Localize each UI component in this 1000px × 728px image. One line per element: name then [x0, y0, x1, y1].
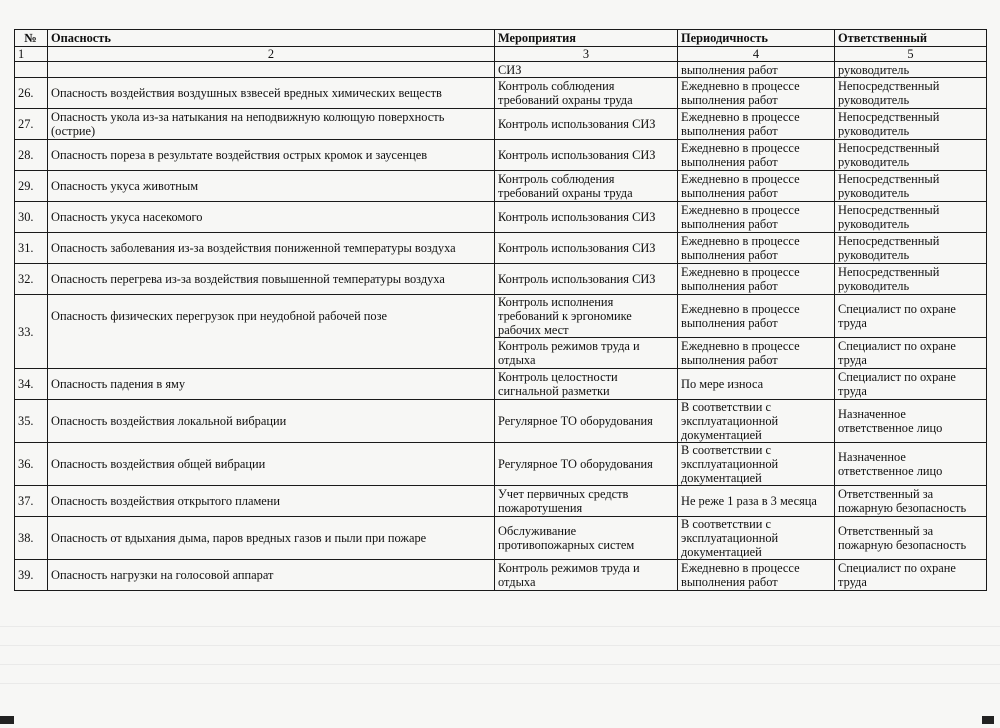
responsible-cell: руководитель	[835, 62, 987, 78]
responsible-cell: Непосредственный руководитель	[835, 140, 987, 171]
row-number: 34.	[15, 369, 48, 400]
measure-cell: Контроль использования СИЗ	[495, 264, 678, 295]
bleed-through-shading	[0, 608, 1000, 693]
header-hazard: Опасность	[48, 30, 495, 47]
column-index: 5	[835, 47, 987, 62]
responsible-cell: Ответственный за пожарную безопасность	[835, 486, 987, 517]
hazard-cell: Опасность воздействия открытого пламени	[48, 486, 495, 517]
hazard-cell: Опасность укуса животным	[48, 171, 495, 202]
measure-cell: Контроль соблюдения требований охраны труда	[495, 171, 678, 202]
scan-edge-mark	[982, 716, 994, 724]
measure-cell: Контроль исполнения требований к эргономике рабочих мест	[495, 295, 678, 338]
row-number: 39.	[15, 560, 48, 591]
row-number	[15, 62, 48, 78]
hazard-measures-table	[14, 29, 987, 591]
hazard-cell	[48, 62, 495, 78]
table-row	[15, 202, 987, 233]
responsible-cell: Специалист по охране труда	[835, 560, 987, 591]
responsible-cell: Непосредственный руководитель	[835, 78, 987, 109]
hazard-cell: Опасность укуса насекомого	[48, 202, 495, 233]
periodicity-cell: Ежедневно в процессе выполнения работ	[678, 233, 835, 264]
periodicity-cell: выполнения работ	[678, 62, 835, 78]
table-row	[15, 486, 987, 517]
hazard-cell: Опасность воздействия воздушных взвесей вредных химических веществ	[48, 78, 495, 109]
hazard-cell: Опасность пореза в результате воздействия острых кромок и заусенцев	[48, 140, 495, 171]
responsible-cell: Непосредственный руководитель	[835, 109, 987, 140]
table-row	[15, 443, 987, 486]
row-number: 29.	[15, 171, 48, 202]
row-number: 26.	[15, 78, 48, 109]
periodicity-cell: В соответствии с эксплуатационной документацией	[678, 443, 835, 486]
table-header-row	[15, 30, 987, 47]
measure-cell: Обслуживание противопожарных систем	[495, 517, 678, 560]
header-number: №	[15, 30, 48, 47]
hazard-cell: Опасность нагрузки на голосовой аппарат	[48, 560, 495, 591]
row-number: 32.	[15, 264, 48, 295]
measure-cell: Регулярное ТО оборудования	[495, 400, 678, 443]
responsible-cell: Непосредственный руководитель	[835, 202, 987, 233]
table-row	[15, 171, 987, 202]
table-row	[15, 369, 987, 400]
column-index: 2	[48, 47, 495, 62]
periodicity-cell: Не реже 1 раза в 3 месяца	[678, 486, 835, 517]
row-number: 38.	[15, 517, 48, 560]
table-row	[15, 233, 987, 264]
column-index-row	[15, 47, 987, 62]
row-number: 33.	[15, 295, 48, 369]
periodicity-cell: Ежедневно в процессе выполнения работ	[678, 171, 835, 202]
periodicity-cell: Ежедневно в процессе выполнения работ	[678, 78, 835, 109]
periodicity-cell: Ежедневно в процессе выполнения работ	[678, 338, 835, 369]
periodicity-cell: В соответствии с эксплуатационной документацией	[678, 517, 835, 560]
periodicity-cell: Ежедневно в процессе выполнения работ	[678, 295, 835, 338]
row-number: 35.	[15, 400, 48, 443]
hazard-cell: Опасность физических перегрузок при неудобной рабочей позе	[48, 295, 495, 369]
scan-edge-mark	[0, 716, 14, 724]
table-row	[15, 400, 987, 443]
responsible-cell: Назначенное ответственное лицо	[835, 400, 987, 443]
responsible-cell: Специалист по охране труда	[835, 369, 987, 400]
responsible-cell: Непосредственный руководитель	[835, 171, 987, 202]
row-number: 31.	[15, 233, 48, 264]
header-responsible: Ответственный	[835, 30, 987, 47]
periodicity-cell: Ежедневно в процессе выполнения работ	[678, 140, 835, 171]
hazard-cell: Опасность заболевания из-за воздействия пониженной температуры воздуха	[48, 233, 495, 264]
hazard-cell: Опасность падения в яму	[48, 369, 495, 400]
measure-cell: Контроль режимов труда и отдыха	[495, 560, 678, 591]
table-row	[15, 295, 987, 338]
column-index: 4	[678, 47, 835, 62]
table-row	[15, 78, 987, 109]
column-index: 3	[495, 47, 678, 62]
responsible-cell: Специалист по охране труда	[835, 338, 987, 369]
column-index: 1	[15, 47, 48, 62]
hazard-cell: Опасность воздействия общей вибрации	[48, 443, 495, 486]
measure-cell: СИЗ	[495, 62, 678, 78]
measure-cell: Контроль целостности сигнальной разметки	[495, 369, 678, 400]
measure-cell: Регулярное ТО оборудования	[495, 443, 678, 486]
table-row	[15, 109, 987, 140]
periodicity-cell: Ежедневно в процессе выполнения работ	[678, 264, 835, 295]
row-number: 30.	[15, 202, 48, 233]
row-number: 37.	[15, 486, 48, 517]
periodicity-cell: По мере износа	[678, 369, 835, 400]
row-number: 27.	[15, 109, 48, 140]
row-number: 36.	[15, 443, 48, 486]
header-periodicity: Периодичность	[678, 30, 835, 47]
table-row	[15, 140, 987, 171]
header-measures: Мероприятия	[495, 30, 678, 47]
responsible-cell: Непосредственный руководитель	[835, 233, 987, 264]
continued-row	[15, 62, 987, 78]
hazard-cell: Опасность укола из-за натыкания на неподвижную колющую поверхность (острие)	[48, 109, 495, 140]
measure-cell: Контроль использования СИЗ	[495, 140, 678, 171]
measure-cell: Контроль использования СИЗ	[495, 202, 678, 233]
measure-cell: Контроль режимов труда и отдыха	[495, 338, 678, 369]
periodicity-cell: Ежедневно в процессе выполнения работ	[678, 109, 835, 140]
hazard-measures-page	[14, 29, 976, 591]
table-row	[15, 517, 987, 560]
responsible-cell: Назначенное ответственное лицо	[835, 443, 987, 486]
table-row	[15, 264, 987, 295]
hazard-cell: Опасность перегрева из-за воздействия повышенной температуры воздуха	[48, 264, 495, 295]
periodicity-cell: Ежедневно в процессе выполнения работ	[678, 202, 835, 233]
row-number: 28.	[15, 140, 48, 171]
periodicity-cell: Ежедневно в процессе выполнения работ	[678, 560, 835, 591]
hazard-cell: Опасность воздействия локальной вибрации	[48, 400, 495, 443]
measure-cell: Контроль использования СИЗ	[495, 233, 678, 264]
hazard-cell: Опасность от вдыхания дыма, паров вредных газов и пыли при пожаре	[48, 517, 495, 560]
measure-cell: Контроль соблюдения требований охраны труда	[495, 78, 678, 109]
responsible-cell: Специалист по охране труда	[835, 295, 987, 338]
periodicity-cell: В соответствии с эксплуатационной документацией	[678, 400, 835, 443]
measure-cell: Учет первичных средств пожаротушения	[495, 486, 678, 517]
table-row	[15, 560, 987, 591]
measure-cell: Контроль использования СИЗ	[495, 109, 678, 140]
responsible-cell: Ответственный за пожарную безопасность	[835, 517, 987, 560]
responsible-cell: Непосредственный руководитель	[835, 264, 987, 295]
